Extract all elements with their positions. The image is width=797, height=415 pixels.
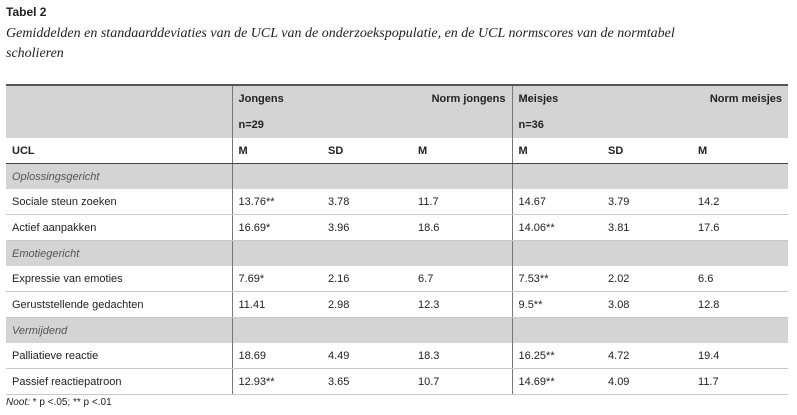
row-label: Sociale steun zoeken (6, 189, 232, 215)
group-row (6, 164, 788, 190)
column-header-ucl: UCL (6, 138, 232, 164)
header-row-n (6, 112, 788, 138)
group-label: Oplossingsgericht (6, 164, 232, 190)
column-header-sd-meisjes: SD (602, 138, 692, 164)
header-norm-meisjes: Norm meisjes (692, 85, 788, 112)
group-row (6, 241, 788, 267)
header-jongens: Jongens (232, 85, 412, 112)
cell-norm-meisjes-m: 6.6 (692, 266, 788, 292)
table-row (6, 343, 788, 369)
cell-norm-meisjes-m: 19.4 (692, 343, 788, 369)
cell-norm-jongens-m: 12.3 (412, 292, 512, 318)
cell-meisjes-m: 16.25** (512, 343, 602, 369)
table-row (6, 215, 788, 241)
results-table (6, 84, 788, 395)
cell-meisjes-m: 14.06** (512, 215, 602, 241)
table-note (6, 397, 112, 408)
group-filler (232, 241, 512, 267)
cell-jongens-sd: 3.65 (322, 369, 412, 395)
cell-jongens-sd: 2.16 (322, 266, 412, 292)
row-label: Passief reactiepatroon (6, 369, 232, 395)
column-header-m-jongens: M (232, 138, 322, 164)
cell-meisjes-sd: 3.79 (602, 189, 692, 215)
table-row (6, 292, 788, 318)
group-label: Vermijdend (6, 318, 232, 344)
cell-meisjes-sd: 4.72 (602, 343, 692, 369)
cell-meisjes-sd: 3.81 (602, 215, 692, 241)
cell-jongens-sd: 2.98 (322, 292, 412, 318)
table-row (6, 266, 788, 292)
header-norm-jongens: Norm jongens (412, 85, 512, 112)
header-row-groups (6, 85, 788, 112)
cell-meisjes-m: 7.53** (512, 266, 602, 292)
cell-meisjes-m: 9.5** (512, 292, 602, 318)
group-filler (512, 241, 788, 267)
row-label: Geruststellende gedachten (6, 292, 232, 318)
group-filler (512, 318, 788, 344)
group-filler (232, 164, 512, 190)
header-empty-cell (6, 85, 232, 112)
cell-meisjes-sd: 3.08 (602, 292, 692, 318)
group-filler (512, 164, 788, 190)
cell-norm-meisjes-m: 14.2 (692, 189, 788, 215)
cell-jongens-m: 7.69* (232, 266, 322, 292)
cell-norm-jongens-m: 11.7 (412, 189, 512, 215)
table-row (6, 189, 788, 215)
row-label: Expressie van emoties (6, 266, 232, 292)
cell-jongens-m: 11.41 (232, 292, 322, 318)
table-row (6, 369, 788, 395)
column-header-m-norm-jongens: M (412, 138, 512, 164)
column-header-sd-jongens: SD (322, 138, 412, 164)
group-row (6, 318, 788, 344)
cell-norm-jongens-m: 10.7 (412, 369, 512, 395)
cell-norm-meisjes-m: 12.8 (692, 292, 788, 318)
table-label: Tabel 2 (6, 5, 47, 19)
cell-jongens-m: 12.93** (232, 369, 322, 395)
cell-meisjes-sd: 4.09 (602, 369, 692, 395)
column-header-row (6, 138, 788, 164)
cell-jongens-m: 16.69* (232, 215, 322, 241)
cell-norm-jongens-m: 18.6 (412, 215, 512, 241)
cell-jongens-sd: 4.49 (322, 343, 412, 369)
cell-jongens-m: 13.76** (232, 189, 322, 215)
row-label: Actief aanpakken (6, 215, 232, 241)
cell-norm-jongens-m: 18.3 (412, 343, 512, 369)
cell-norm-jongens-m: 6.7 (412, 266, 512, 292)
group-filler (232, 318, 512, 344)
note-label: Noot: (6, 397, 30, 408)
cell-meisjes-sd: 2.02 (602, 266, 692, 292)
group-label: Emotiegericht (6, 241, 232, 267)
header-empty-cell (6, 112, 232, 138)
header-n-meisjes: n=36 (512, 112, 788, 138)
cell-meisjes-m: 14.69** (512, 369, 602, 395)
row-label: Palliatieve reactie (6, 343, 232, 369)
table-title: Gemiddelden en standaarddeviaties van de UCL van de onderzoekspopulatie, en de UCL normscores van de normtabel scholieren (6, 26, 675, 61)
cell-jongens-sd: 3.78 (322, 189, 412, 215)
column-header-m-norm-meisjes: M (692, 138, 788, 164)
column-header-m-meisjes: M (512, 138, 602, 164)
header-meisjes: Meisjes (512, 85, 692, 112)
header-n-jongens: n=29 (232, 112, 512, 138)
note-text: * p <.05; ** p <.01 (29, 397, 112, 408)
cell-meisjes-m: 14.67 (512, 189, 602, 215)
cell-norm-meisjes-m: 11.7 (692, 369, 788, 395)
cell-jongens-m: 18.69 (232, 343, 322, 369)
cell-norm-meisjes-m: 17.6 (692, 215, 788, 241)
cell-jongens-sd: 3.96 (322, 215, 412, 241)
